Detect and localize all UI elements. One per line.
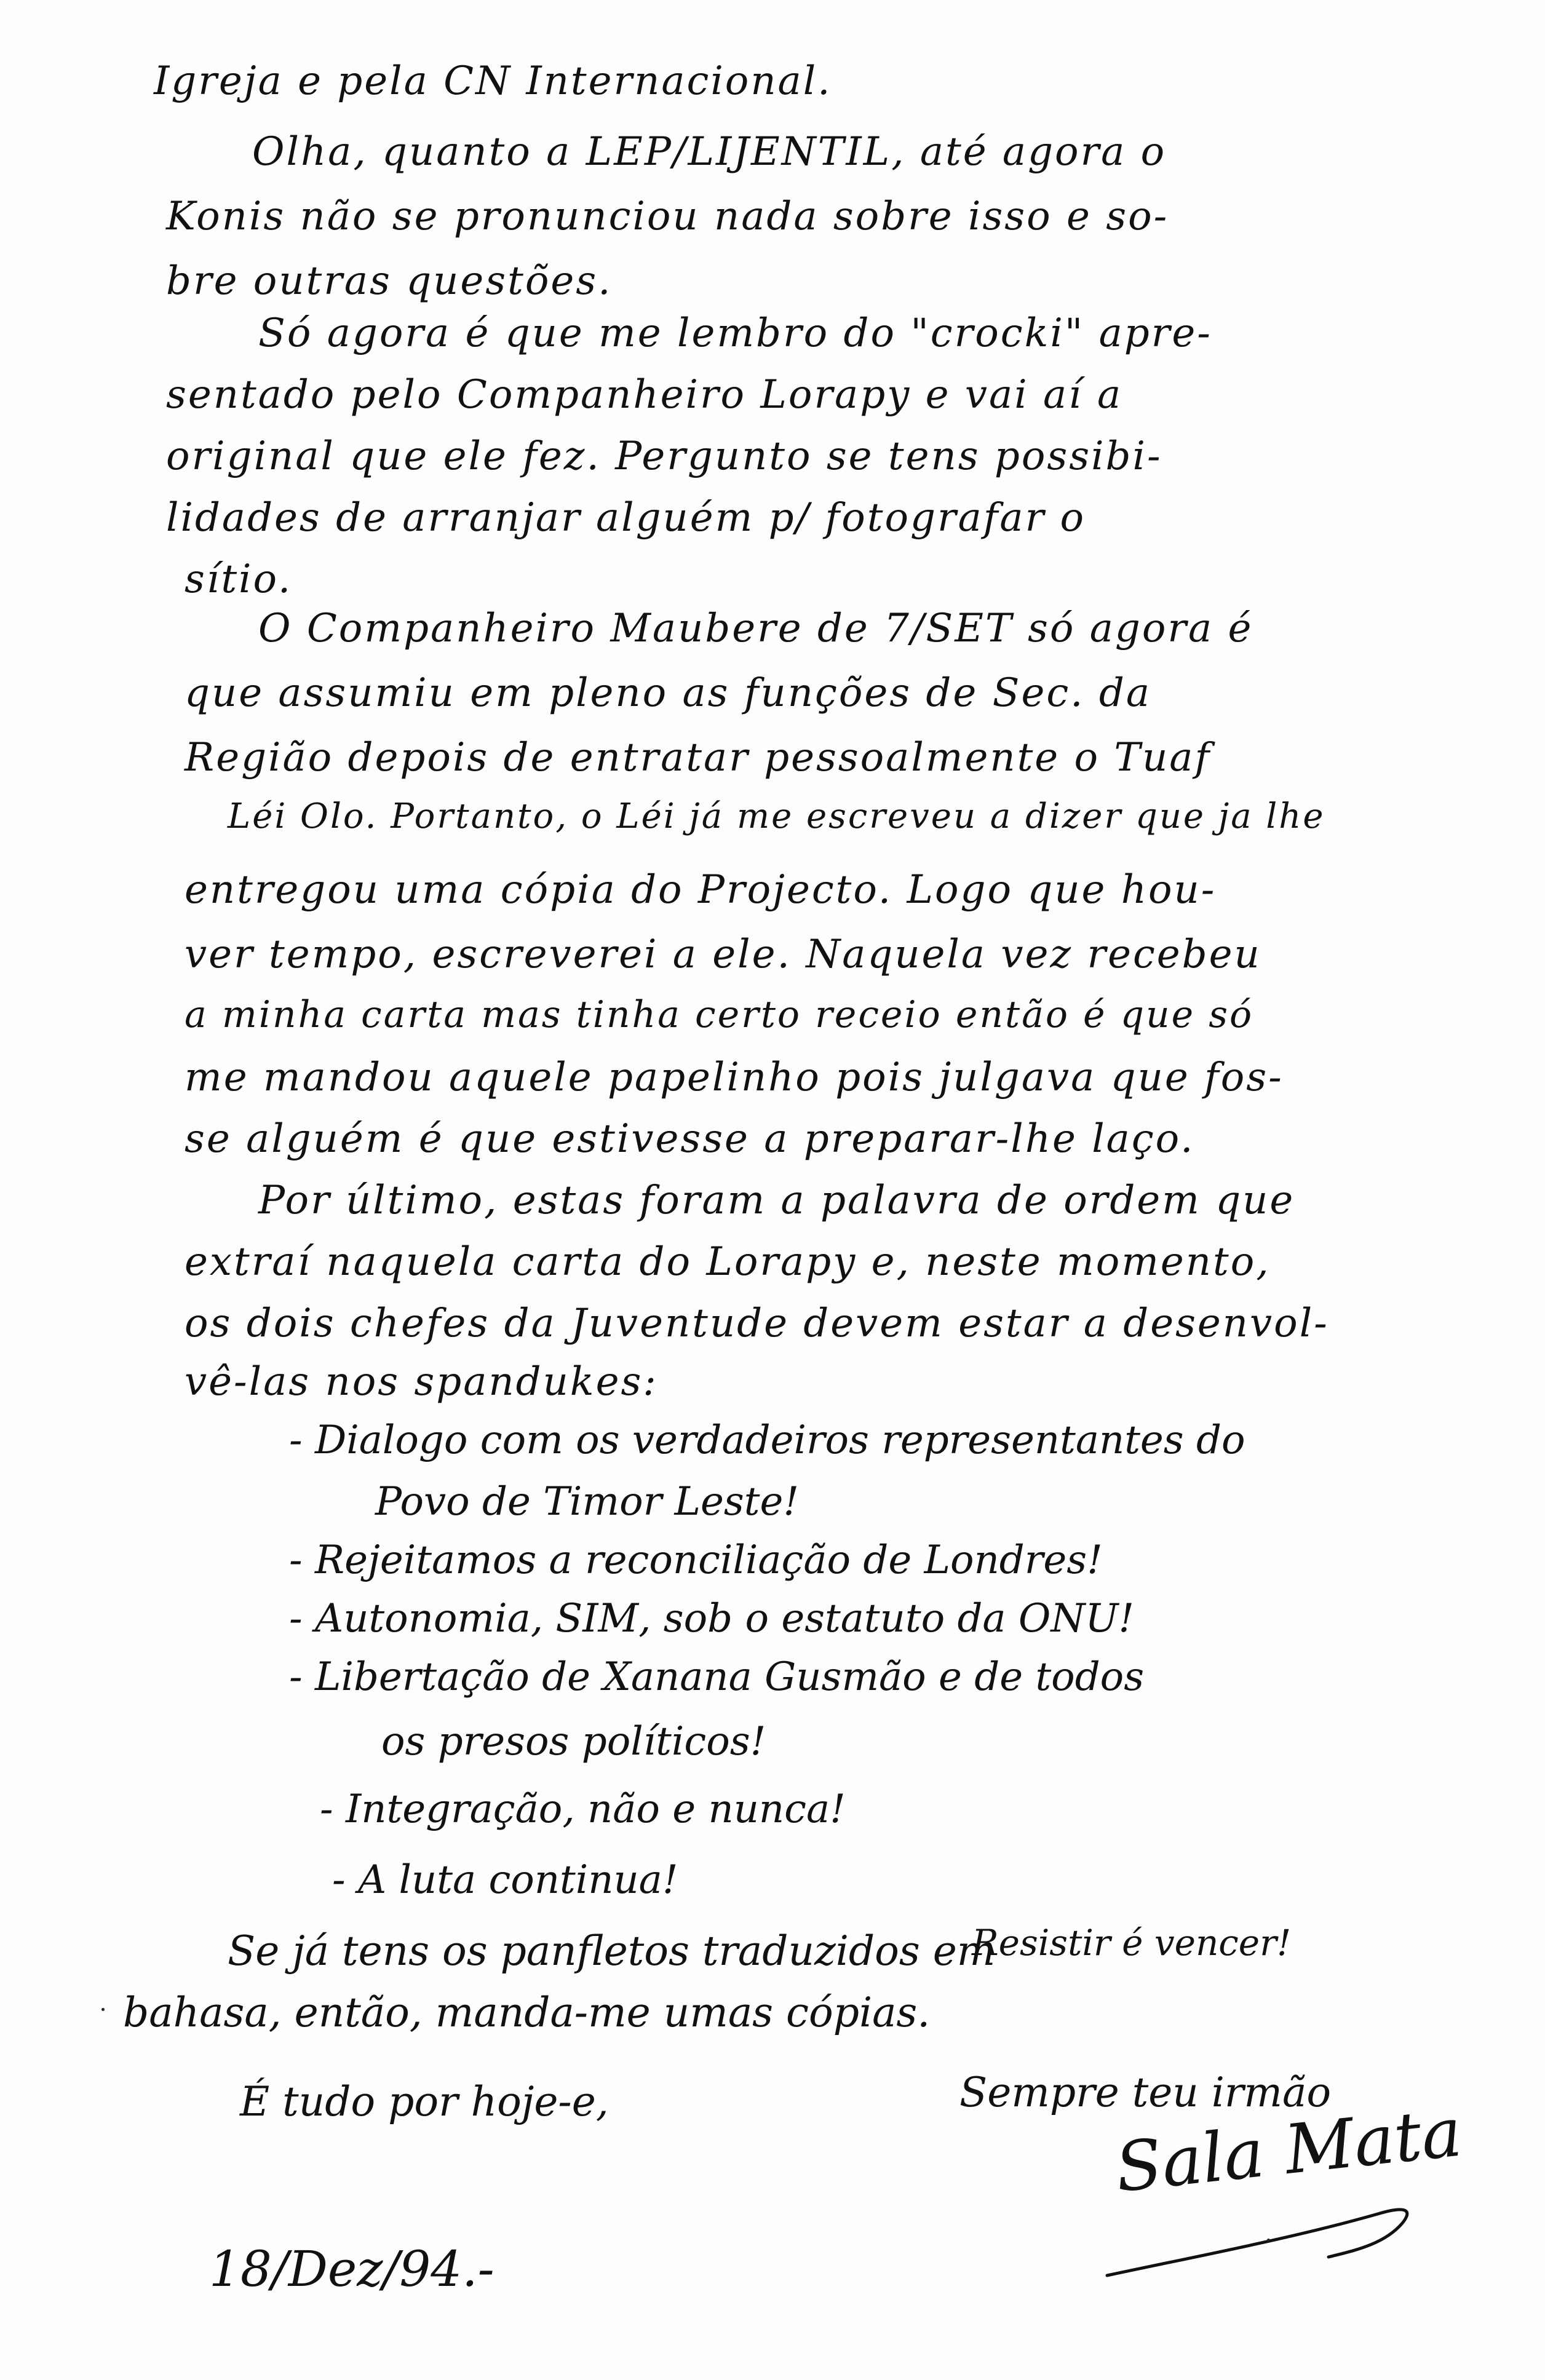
letter-line: extraí naquela carta do Lorapy e, neste momento, xyxy=(185,1239,1271,1285)
slogan-item: os presos políticos! xyxy=(381,1719,766,1764)
letter-line: original que ele fez. Pergunto se tens possibi- xyxy=(166,434,1162,479)
signature-flourish xyxy=(1095,2189,1464,2288)
letter-line: Por último, estas foram a palavra de ordem que xyxy=(258,1178,1295,1223)
closing-line: Se já tens os panfletos traduzidos em xyxy=(228,1927,996,1975)
letter-line: entregou uma cópia do Projecto. Logo que hou- xyxy=(185,867,1217,913)
letter-date: 18/Dez/94.- xyxy=(209,2240,494,2298)
letter-line: que assumiu em pleno as funções de Sec. da xyxy=(185,670,1151,716)
signature: Sala Mata xyxy=(1111,2092,1466,2207)
letter-line: Léi Olo. Portanto, o Léi já me escreveu a dizer que ja lhe xyxy=(228,796,1325,836)
slogan-item: - Dialogo com os verdadeiros representantes do xyxy=(289,1418,1245,1463)
letter-line: a minha carta mas tinha certo receio então é que só xyxy=(185,993,1254,1036)
slogan-item: - Integração, não e nunca! xyxy=(320,1787,846,1832)
letter-line: ver tempo, escreverei a ele. Naquela vez recebeu xyxy=(185,932,1261,977)
motto: Resistir é vencer! xyxy=(972,1922,1292,1964)
slogan-item: - Rejeitamos a reconciliação de Londres! xyxy=(289,1537,1103,1583)
letter-line: Igreja e pela CN Internacional. xyxy=(154,58,832,104)
sign-off: Sempre teu irmão xyxy=(959,2069,1332,2116)
scan-speck xyxy=(101,2008,105,2011)
letter-line: Só agora é que me lembro do "crocki" apre- xyxy=(258,311,1212,356)
slogan-item: - A luta continua! xyxy=(332,1857,678,1903)
letter-line: Olha, quanto a LEP/LIJENTIL, até agora o xyxy=(252,129,1167,175)
letter-line: os dois chefes da Juventude devem estar a desenvol- xyxy=(185,1301,1329,1346)
closing-line: bahasa, então, manda-me umas cópias. xyxy=(123,1989,931,2036)
letter-line: vê-las nos spandukes: xyxy=(185,1359,658,1405)
letter-line: O Companheiro Maubere de 7/SET só agora é xyxy=(258,606,1253,651)
letter-line: se alguém é que estivesse a preparar-lhe laço. xyxy=(185,1116,1195,1162)
scan-speck xyxy=(1267,2239,1270,2242)
letter-line: Região depois de entratar pessoalmente o Tuaf xyxy=(185,735,1212,780)
slogan-item: - Libertação de Xanana Gusmão e de todos xyxy=(289,1654,1145,1700)
slogan-item: Povo de Timor Leste! xyxy=(375,1479,800,1525)
letter-line: sítio. xyxy=(185,557,293,602)
letter-line: lidades de arranjar alguém p/ fotografar o xyxy=(166,495,1086,541)
slogan-item: - Autonomia, SIM, sob o estatuto da ONU! xyxy=(289,1596,1135,1641)
letter-line: me mandou aquele papelinho pois julgava que fos- xyxy=(185,1055,1284,1100)
closing-line: É tudo por hoje-e, xyxy=(240,2078,609,2125)
letter-line: bre outras questões. xyxy=(166,258,613,304)
letter-line: sentado pelo Companheiro Lorapy e vai aí a xyxy=(166,372,1123,418)
letter-line: Konis não se pronunciou nada sobre isso e so- xyxy=(166,194,1169,239)
